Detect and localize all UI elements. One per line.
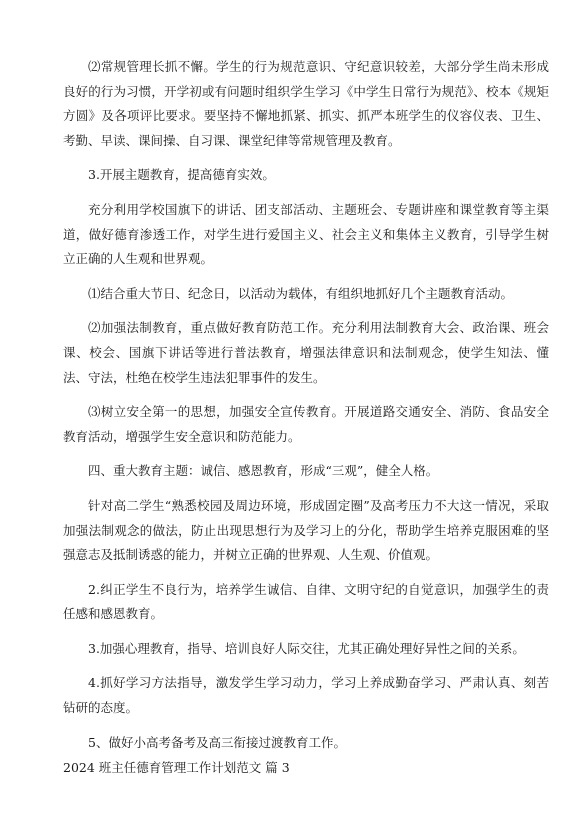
paragraph-moral-education-channels: 充分利用学校国旗下的讲话、团支部活动、主题班会、专题讲座和课堂教育等主渠道，做好德育渗透工作，对学生进行爱国主义、社会主义和集体主义教育，引导学生树立正确的人生观和世界观。 <box>63 201 549 267</box>
next-article-title: 2024 班主任德育管理工作计划范文 篇 3 <box>63 760 290 775</box>
paragraph-safety-education: ⑶树立安全第一的思想，加强安全宣传教育。开展道路交通安全、消防、食品安全教育活动，增强学生安全意识和防范能力。 <box>63 404 549 444</box>
paragraph-legal-education: ⑵加强法制教育，重点做好教育防范工作。充分利用法制教育大会、政治课、班会课、校会、国旗下讲话等进行普法教育，增强法律意识和法制观念，使学生知法、懂法、守法，杜绝在校学生违法犯罪事件的发生。 <box>63 320 549 385</box>
paragraph-correct-behavior: 2.纠正学生不良行为，培养学生诚信、自律、文明守纪的自觉意识，加强学生的责任感和感恩教育。 <box>63 581 549 622</box>
paragraph-study-methods: 4.抓好学习方法指导，激发学生学习动力，学习上养成勤奋学习、严肃认真、刻苦钻研的态度。 <box>63 675 549 716</box>
paragraph-holiday-activities: ⑴结合重大节日、纪念日，以活动为载体，有组织地抓好几个主题教育活动。 <box>88 285 514 301</box>
paragraph-psychological-education: 3.加强心理教育，指导、培训良好人际交往，尤其正确处理好异性之间的关系。 <box>88 640 525 656</box>
paragraph-grade-two-approach: 针对高二学生“熟悉校园及周边环境，形成固定圈”及高考压力不大这一情况，采取加强法制观念的做法，防止出现思想行为及学习上的分化，帮助学生培养克服困难的坚强意志及抵制诱惑的能力，并树立正确的世界观、人生观、价值观。 <box>63 497 549 563</box>
paragraph-theme-education-heading: 3.开展主题教育，提高德育实效。 <box>88 167 275 183</box>
paragraph-section-four-heading: 四、重大教育主题：诚信、感恩教育，形成“三观”，健全人格。 <box>88 463 439 479</box>
paragraph-routine-management: ⑵常规管理长抓不懈。学生的行为规范意识、守纪意识较差，大部分学生尚未形成良好的行为习惯，开学初或有问题时组织学生学习《中学生日常行为规范》、校本《规矩方圆》及各项评比要求。要坚持不懈地抓紧、抓实、抓严本班学生的仪容仪表、卫生、考勤、早读、课间操、自习课、课堂纪律等常规管理及教育。 <box>63 59 549 148</box>
document-body <box>63 55 549 755</box>
paragraph-exam-preparation: 5、做好小高考备考及高三衔接过渡教育工作。 <box>88 734 346 750</box>
